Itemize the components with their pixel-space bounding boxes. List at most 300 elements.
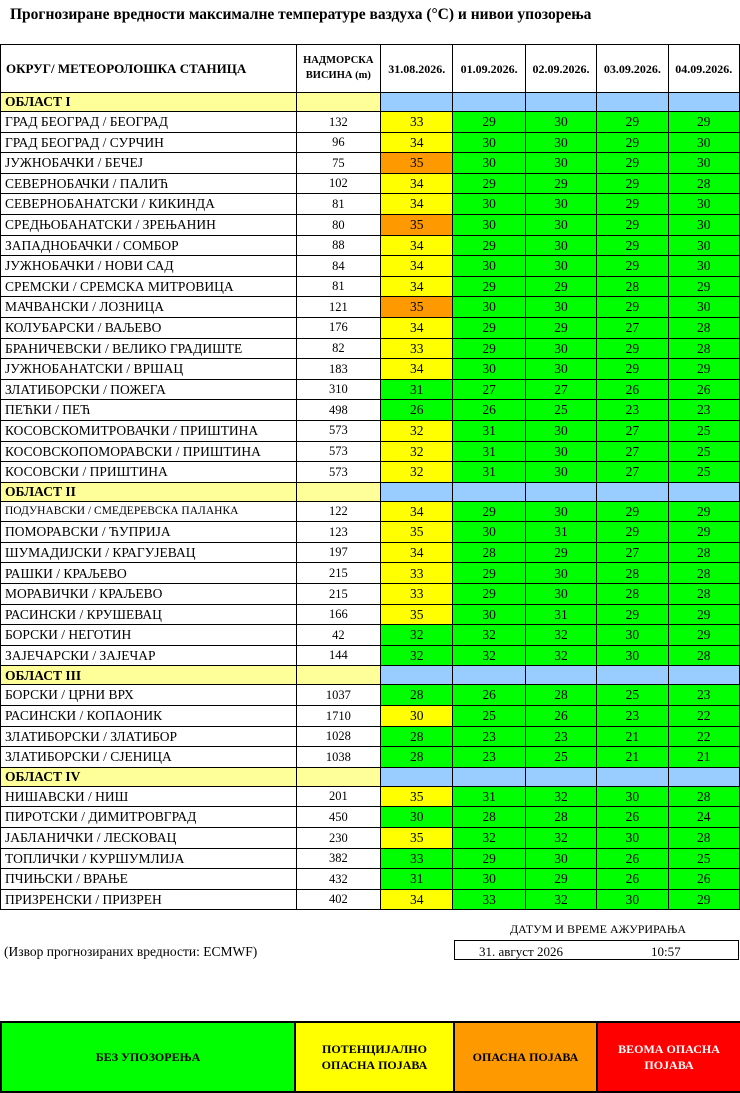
temperature-cell: 28 bbox=[381, 747, 453, 768]
region-date-cell bbox=[597, 767, 668, 786]
temperature-cell: 30 bbox=[525, 359, 596, 380]
temperature-cell: 34 bbox=[381, 359, 453, 380]
temperature-cell: 29 bbox=[597, 256, 668, 277]
temperature-cell: 26 bbox=[597, 848, 668, 869]
station-name: БРАНИЧЕВСКИ / ВЕЛИКО ГРАДИШТЕ bbox=[1, 338, 297, 359]
station-altitude: 201 bbox=[296, 786, 380, 807]
station-altitude: 81 bbox=[296, 194, 380, 215]
temperature-cell: 34 bbox=[381, 501, 453, 522]
column-header-altitude bbox=[296, 45, 380, 93]
station-row bbox=[1, 828, 740, 849]
temperature-cell: 28 bbox=[381, 726, 453, 747]
temperature-cell: 29 bbox=[597, 194, 668, 215]
station-name: НИШАВСКИ / НИШ bbox=[1, 786, 297, 807]
temperature-cell: 29 bbox=[668, 889, 739, 910]
temperature-cell: 32 bbox=[525, 786, 596, 807]
temperature-cell: 30 bbox=[597, 786, 668, 807]
station-name: ПОДУНАВСКИ / СМЕДЕРЕВСКА ПАЛАНКА bbox=[1, 501, 297, 522]
station-row bbox=[1, 706, 740, 727]
temperature-cell: 30 bbox=[525, 153, 596, 174]
station-name: КОЛУБАРСКИ / ВАЉЕВО bbox=[1, 317, 297, 338]
station-row bbox=[1, 338, 740, 359]
temperature-cell: 29 bbox=[597, 522, 668, 543]
station-name: КОСОВСКОПОМОРАВСКИ / ПРИШТИНА bbox=[1, 441, 297, 462]
temperature-cell: 23 bbox=[525, 726, 596, 747]
temperature-cell: 32 bbox=[381, 462, 453, 483]
temperature-cell: 26 bbox=[381, 400, 453, 421]
region-row bbox=[1, 666, 740, 685]
temperature-cell: 30 bbox=[453, 297, 525, 318]
temperature-cell: 27 bbox=[597, 441, 668, 462]
station-altitude: 84 bbox=[296, 256, 380, 277]
temperature-cell: 30 bbox=[453, 153, 525, 174]
temperature-cell: 29 bbox=[453, 317, 525, 338]
temperature-cell: 29 bbox=[525, 542, 596, 563]
station-altitude: 75 bbox=[296, 153, 380, 174]
station-row bbox=[1, 563, 740, 584]
station-name: ЗЛАТИБОРСКИ / ПОЖЕГА bbox=[1, 379, 297, 400]
station-altitude: 1037 bbox=[296, 685, 380, 706]
temperature-cell: 23 bbox=[597, 706, 668, 727]
station-row bbox=[1, 359, 740, 380]
legend-very-dangerous bbox=[597, 1022, 740, 1092]
altitude-header-line1: НАДМОРСКА bbox=[303, 55, 374, 67]
temperature-cell: 29 bbox=[668, 625, 739, 646]
update-box bbox=[454, 940, 739, 960]
source-note: (Извор прогнозираних вредности: ECMWF) bbox=[4, 944, 258, 959]
station-name: ГРАД БЕОГРАД / СУРЧИН bbox=[1, 132, 297, 153]
temperature-cell: 28 bbox=[453, 542, 525, 563]
temperature-cell: 23 bbox=[597, 400, 668, 421]
station-altitude: 88 bbox=[296, 235, 380, 256]
temperature-cell: 30 bbox=[597, 645, 668, 666]
station-name: ПОМОРАВСКИ / ЋУПРИЈА bbox=[1, 522, 297, 543]
legend-label: ОПАСНА ПОЈАВА bbox=[472, 1049, 579, 1064]
legend-no-warning bbox=[1, 1022, 295, 1092]
temperature-cell: 32 bbox=[453, 645, 525, 666]
legend-label: ПОЈАВА bbox=[644, 1058, 694, 1072]
temperature-cell: 33 bbox=[453, 889, 525, 910]
temperature-cell: 35 bbox=[381, 153, 453, 174]
region-date-cell bbox=[453, 93, 525, 112]
temperature-cell: 21 bbox=[597, 726, 668, 747]
station-name: ГРАД БЕОГРАД / БЕОГРАД bbox=[1, 112, 297, 133]
temperature-cell: 29 bbox=[668, 359, 739, 380]
column-header-station: ОКРУГ/ МЕТЕОРОЛОШКА СТАНИЦА bbox=[1, 45, 297, 93]
temperature-cell: 23 bbox=[668, 685, 739, 706]
station-altitude: 450 bbox=[296, 807, 380, 828]
station-altitude: 123 bbox=[296, 522, 380, 543]
region-name: ОБЛАСТ I bbox=[1, 93, 297, 112]
temperature-cell: 30 bbox=[525, 256, 596, 277]
temperature-cell: 34 bbox=[381, 173, 453, 194]
region-date-cell bbox=[668, 482, 739, 501]
station-row bbox=[1, 848, 740, 869]
temperature-cell: 23 bbox=[453, 747, 525, 768]
station-row bbox=[1, 501, 740, 522]
station-altitude: 1028 bbox=[296, 726, 380, 747]
temperature-cell: 30 bbox=[525, 338, 596, 359]
station-row bbox=[1, 522, 740, 543]
station-name: СРЕДЊОБАНАТСКИ / ЗРЕЊАНИН bbox=[1, 214, 297, 235]
station-altitude: 1710 bbox=[296, 706, 380, 727]
legend-potential-danger bbox=[295, 1022, 454, 1092]
temperature-cell: 34 bbox=[381, 889, 453, 910]
temperature-cell: 28 bbox=[668, 563, 739, 584]
region-date-cell bbox=[668, 666, 739, 685]
temperature-cell: 30 bbox=[668, 235, 739, 256]
temperature-cell: 30 bbox=[668, 153, 739, 174]
region-date-cell bbox=[381, 767, 453, 786]
temperature-cell: 29 bbox=[597, 359, 668, 380]
station-name: РАСИНСКИ / КОПАОНИК bbox=[1, 706, 297, 727]
temperature-cell: 26 bbox=[525, 706, 596, 727]
temperature-cell: 32 bbox=[453, 625, 525, 646]
column-header-date: 02.09.2026. bbox=[525, 45, 596, 93]
temperature-cell: 30 bbox=[668, 214, 739, 235]
temperature-cell: 26 bbox=[597, 379, 668, 400]
update-date: 31. август 2026 bbox=[479, 944, 563, 959]
temperature-cell: 30 bbox=[525, 441, 596, 462]
station-name: РАШКИ / КРАЉЕВО bbox=[1, 563, 297, 584]
temperature-cell: 29 bbox=[597, 604, 668, 625]
temperature-cell: 25 bbox=[525, 747, 596, 768]
temperature-cell: 28 bbox=[525, 685, 596, 706]
temperature-cell: 29 bbox=[525, 173, 596, 194]
temperature-cell: 28 bbox=[668, 584, 739, 605]
station-name: ЈУЖНОБАНАТСКИ / ВРШАЦ bbox=[1, 359, 297, 380]
region-name: ОБЛАСТ II bbox=[1, 482, 297, 501]
station-altitude: 166 bbox=[296, 604, 380, 625]
station-altitude: 197 bbox=[296, 542, 380, 563]
temperature-cell: 29 bbox=[668, 276, 739, 297]
warning-legend bbox=[0, 1021, 740, 1093]
station-altitude: 432 bbox=[296, 869, 380, 890]
station-altitude: 132 bbox=[296, 112, 380, 133]
station-name: ЗАПАДНОБАЧКИ / СОМБОР bbox=[1, 235, 297, 256]
temperature-cell: 29 bbox=[668, 604, 739, 625]
temperature-cell: 29 bbox=[597, 112, 668, 133]
temperature-cell: 28 bbox=[668, 338, 739, 359]
temperature-cell: 35 bbox=[381, 214, 453, 235]
temperature-cell: 32 bbox=[453, 828, 525, 849]
temperature-cell: 29 bbox=[597, 132, 668, 153]
forecast-table bbox=[0, 44, 740, 910]
temperature-cell: 29 bbox=[597, 153, 668, 174]
station-altitude: 96 bbox=[296, 132, 380, 153]
temperature-cell: 28 bbox=[597, 276, 668, 297]
temperature-cell: 31 bbox=[453, 462, 525, 483]
station-name: ЈУЖНОБАЧКИ / БЕЧЕЈ bbox=[1, 153, 297, 174]
temperature-cell: 32 bbox=[525, 625, 596, 646]
temperature-cell: 30 bbox=[668, 132, 739, 153]
station-row bbox=[1, 726, 740, 747]
temperature-cell: 30 bbox=[525, 848, 596, 869]
station-name: ПЧИЊСКИ / ВРАЊЕ bbox=[1, 869, 297, 890]
region-date-cell bbox=[381, 482, 453, 501]
temperature-cell: 29 bbox=[453, 235, 525, 256]
station-row bbox=[1, 889, 740, 910]
region-date-cell bbox=[668, 93, 739, 112]
temperature-cell: 26 bbox=[453, 685, 525, 706]
station-altitude: 310 bbox=[296, 379, 380, 400]
region-date-cell bbox=[525, 482, 596, 501]
temperature-cell: 29 bbox=[668, 112, 739, 133]
station-altitude: 215 bbox=[296, 584, 380, 605]
station-row bbox=[1, 420, 740, 441]
region-row bbox=[1, 482, 740, 501]
station-row bbox=[1, 584, 740, 605]
temperature-cell: 30 bbox=[525, 214, 596, 235]
station-row bbox=[1, 317, 740, 338]
station-altitude: 82 bbox=[296, 338, 380, 359]
temperature-cell: 29 bbox=[597, 173, 668, 194]
temperature-cell: 34 bbox=[381, 235, 453, 256]
region-date-cell bbox=[597, 482, 668, 501]
station-name: МОРАВИЧКИ / КРАЉЕВО bbox=[1, 584, 297, 605]
station-altitude: 80 bbox=[296, 214, 380, 235]
temperature-cell: 28 bbox=[668, 542, 739, 563]
region-date-cell bbox=[453, 767, 525, 786]
temperature-cell: 27 bbox=[597, 420, 668, 441]
temperature-cell: 29 bbox=[668, 501, 739, 522]
temperature-cell: 23 bbox=[668, 400, 739, 421]
station-altitude: 382 bbox=[296, 848, 380, 869]
temperature-cell: 30 bbox=[453, 522, 525, 543]
temperature-cell: 30 bbox=[525, 501, 596, 522]
temperature-cell: 33 bbox=[381, 112, 453, 133]
region-date-cell bbox=[597, 666, 668, 685]
temperature-cell: 28 bbox=[597, 563, 668, 584]
station-name: КОСОВСКИ / ПРИШТИНА bbox=[1, 462, 297, 483]
station-name: СЕВЕРНОБАНАТСКИ / КИКИНДА bbox=[1, 194, 297, 215]
temperature-cell: 25 bbox=[668, 441, 739, 462]
temperature-cell: 30 bbox=[525, 462, 596, 483]
temperature-cell: 29 bbox=[668, 522, 739, 543]
station-name: ПИРОТСКИ / ДИМИТРОВГРАД bbox=[1, 807, 297, 828]
temperature-cell: 26 bbox=[453, 400, 525, 421]
region-date-cell bbox=[381, 93, 453, 112]
station-name: ЗЛАТИБОРСКИ / ЗЛАТИБОР bbox=[1, 726, 297, 747]
temperature-cell: 30 bbox=[525, 194, 596, 215]
station-row bbox=[1, 235, 740, 256]
temperature-cell: 29 bbox=[597, 338, 668, 359]
station-name: РАСИНСКИ / КРУШЕВАЦ bbox=[1, 604, 297, 625]
temperature-cell: 25 bbox=[668, 848, 739, 869]
temperature-cell: 30 bbox=[668, 297, 739, 318]
temperature-cell: 30 bbox=[668, 194, 739, 215]
column-header-date: 31.08.2026. bbox=[381, 45, 453, 93]
temperature-cell: 29 bbox=[597, 297, 668, 318]
update-time: 10:57 bbox=[651, 944, 681, 959]
temperature-cell: 28 bbox=[453, 807, 525, 828]
temperature-cell: 28 bbox=[668, 786, 739, 807]
station-row bbox=[1, 153, 740, 174]
station-row bbox=[1, 173, 740, 194]
station-altitude: 42 bbox=[296, 625, 380, 646]
temperature-cell: 30 bbox=[453, 194, 525, 215]
temperature-cell: 29 bbox=[525, 276, 596, 297]
temperature-cell: 33 bbox=[381, 563, 453, 584]
region-date-cell bbox=[453, 666, 525, 685]
temperature-cell: 28 bbox=[597, 584, 668, 605]
station-row bbox=[1, 379, 740, 400]
temperature-cell: 28 bbox=[668, 173, 739, 194]
temperature-cell: 26 bbox=[597, 869, 668, 890]
temperature-cell: 32 bbox=[381, 441, 453, 462]
temperature-cell: 35 bbox=[381, 786, 453, 807]
station-name: ТОПЛИЧКИ / КУРШУМЛИЈА bbox=[1, 848, 297, 869]
update-label: ДАТУМ И ВРЕМЕ АЖУРИРАЊА bbox=[510, 922, 686, 936]
temperature-cell: 28 bbox=[668, 317, 739, 338]
temperature-cell: 29 bbox=[453, 338, 525, 359]
temperature-cell: 26 bbox=[597, 807, 668, 828]
temperature-cell: 29 bbox=[453, 584, 525, 605]
region-name: ОБЛАСТ III bbox=[1, 666, 297, 685]
temperature-cell: 31 bbox=[453, 420, 525, 441]
station-name: БОРСКИ / ЦРНИ ВРХ bbox=[1, 685, 297, 706]
station-name: МАЧВАНСКИ / ЛОЗНИЦА bbox=[1, 297, 297, 318]
temperature-cell: 30 bbox=[525, 297, 596, 318]
temperature-cell: 27 bbox=[597, 317, 668, 338]
station-row bbox=[1, 256, 740, 277]
temperature-cell: 25 bbox=[525, 400, 596, 421]
legend-label: БЕЗ УПОЗОРЕЊА bbox=[95, 1049, 201, 1064]
page-title: Прогнозиране вредности максималне температуре ваздуха (°С) и нивои упозорења bbox=[10, 6, 592, 23]
region-date-cell bbox=[525, 93, 596, 112]
station-altitude: 215 bbox=[296, 563, 380, 584]
temperature-cell: 34 bbox=[381, 542, 453, 563]
temperature-cell: 29 bbox=[453, 848, 525, 869]
temperature-cell: 24 bbox=[668, 807, 739, 828]
station-row bbox=[1, 194, 740, 215]
temperature-cell: 34 bbox=[381, 276, 453, 297]
station-row bbox=[1, 645, 740, 666]
station-altitude: 176 bbox=[296, 317, 380, 338]
station-row bbox=[1, 685, 740, 706]
station-row bbox=[1, 869, 740, 890]
region-date-cell bbox=[453, 482, 525, 501]
station-name: ЗЛАТИБОРСКИ / СЈЕНИЦА bbox=[1, 747, 297, 768]
column-header-date: 04.09.2026. bbox=[668, 45, 739, 93]
station-altitude: 122 bbox=[296, 501, 380, 522]
temperature-cell: 30 bbox=[453, 132, 525, 153]
temperature-cell: 34 bbox=[381, 317, 453, 338]
station-name: СРЕМСКИ / СРЕМСКА МИТРОВИЦА bbox=[1, 276, 297, 297]
station-name: ЈАБЛАНИЧКИ / ЛЕСКОВАЦ bbox=[1, 828, 297, 849]
region-date-cell bbox=[668, 767, 739, 786]
temperature-cell: 27 bbox=[453, 379, 525, 400]
temperature-cell: 29 bbox=[453, 173, 525, 194]
station-row bbox=[1, 132, 740, 153]
temperature-cell: 32 bbox=[525, 645, 596, 666]
temperature-cell: 26 bbox=[668, 869, 739, 890]
station-altitude: 183 bbox=[296, 359, 380, 380]
station-altitude: 81 bbox=[296, 276, 380, 297]
temperature-cell: 30 bbox=[525, 420, 596, 441]
temperature-cell: 29 bbox=[597, 214, 668, 235]
temperature-cell: 33 bbox=[381, 584, 453, 605]
temperature-cell: 35 bbox=[381, 522, 453, 543]
table-header-row bbox=[1, 45, 740, 93]
station-row bbox=[1, 625, 740, 646]
temperature-cell: 35 bbox=[381, 828, 453, 849]
station-name: ПЕЋКИ / ПЕЋ bbox=[1, 400, 297, 421]
temperature-cell: 29 bbox=[525, 869, 596, 890]
region-row bbox=[1, 93, 740, 112]
temperature-cell: 31 bbox=[381, 869, 453, 890]
temperature-cell: 25 bbox=[668, 420, 739, 441]
region-altitude-cell bbox=[296, 482, 380, 501]
station-name: ЈУЖНОБАЧКИ / НОВИ САД bbox=[1, 256, 297, 277]
station-name: ПРИЗРЕНСКИ / ПРИЗРЕН bbox=[1, 889, 297, 910]
temperature-cell: 28 bbox=[525, 807, 596, 828]
temperature-cell: 30 bbox=[668, 256, 739, 277]
station-altitude: 573 bbox=[296, 462, 380, 483]
temperature-cell: 30 bbox=[381, 706, 453, 727]
region-date-cell bbox=[381, 666, 453, 685]
table-body bbox=[1, 93, 740, 910]
temperature-cell: 29 bbox=[453, 112, 525, 133]
temperature-cell: 27 bbox=[525, 379, 596, 400]
temperature-cell: 29 bbox=[453, 563, 525, 584]
region-name: ОБЛАСТ IV bbox=[1, 767, 297, 786]
temperature-cell: 30 bbox=[381, 807, 453, 828]
temperature-cell: 29 bbox=[453, 501, 525, 522]
temperature-cell: 30 bbox=[597, 625, 668, 646]
temperature-cell: 29 bbox=[453, 276, 525, 297]
station-name: ШУМАДИЈСКИ / КРАГУЈЕВАЦ bbox=[1, 542, 297, 563]
temperature-cell: 29 bbox=[597, 501, 668, 522]
region-date-cell bbox=[597, 93, 668, 112]
station-name: СЕВЕРНОБАЧКИ / ПАЛИЋ bbox=[1, 173, 297, 194]
temperature-cell: 30 bbox=[525, 112, 596, 133]
temperature-cell: 30 bbox=[525, 563, 596, 584]
legend-label: ОПАСНА ПОЈАВА bbox=[321, 1058, 428, 1072]
station-altitude: 498 bbox=[296, 400, 380, 421]
temperature-cell: 31 bbox=[525, 522, 596, 543]
temperature-cell: 22 bbox=[668, 706, 739, 727]
station-name: КОСОВСКОМИТРОВАЧКИ / ПРИШТИНА bbox=[1, 420, 297, 441]
station-name: ЗАЈЕЧАРСКИ / ЗАЈЕЧАР bbox=[1, 645, 297, 666]
temperature-cell: 30 bbox=[525, 584, 596, 605]
temperature-cell: 30 bbox=[453, 604, 525, 625]
temperature-cell: 28 bbox=[668, 828, 739, 849]
station-row bbox=[1, 604, 740, 625]
temperature-cell: 28 bbox=[381, 685, 453, 706]
station-row bbox=[1, 214, 740, 235]
temperature-cell: 30 bbox=[453, 869, 525, 890]
temperature-cell: 35 bbox=[381, 297, 453, 318]
station-altitude: 573 bbox=[296, 441, 380, 462]
temperature-cell: 27 bbox=[597, 462, 668, 483]
temperature-cell: 30 bbox=[597, 889, 668, 910]
temperature-cell: 25 bbox=[668, 462, 739, 483]
temperature-cell: 21 bbox=[597, 747, 668, 768]
station-name: БОРСКИ / НЕГОТИН bbox=[1, 625, 297, 646]
temperature-cell: 34 bbox=[381, 194, 453, 215]
temperature-cell: 34 bbox=[381, 256, 453, 277]
region-altitude-cell bbox=[296, 93, 380, 112]
station-row bbox=[1, 112, 740, 133]
station-row bbox=[1, 297, 740, 318]
region-altitude-cell bbox=[296, 767, 380, 786]
temperature-cell: 31 bbox=[453, 786, 525, 807]
temperature-cell: 30 bbox=[597, 828, 668, 849]
temperature-cell: 22 bbox=[668, 726, 739, 747]
temperature-cell: 31 bbox=[453, 441, 525, 462]
temperature-cell: 28 bbox=[668, 645, 739, 666]
